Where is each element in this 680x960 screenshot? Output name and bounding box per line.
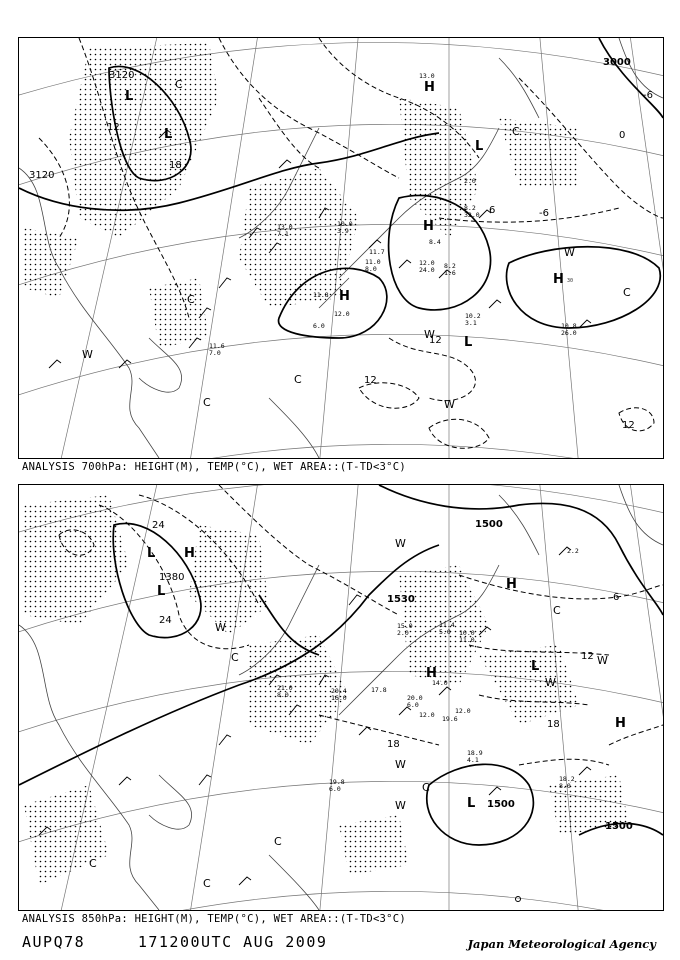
station-value: 8.0 <box>559 782 571 790</box>
station-value: 12.0 <box>455 707 471 715</box>
low-center: L <box>475 139 484 154</box>
contour-label: 24 <box>159 615 172 626</box>
map-850hpa <box>19 485 663 910</box>
station-value: 8.0 <box>277 691 289 699</box>
station-value: 7.1 <box>277 230 289 238</box>
cold-center: C <box>623 286 631 299</box>
station-value: 4.1 <box>467 756 479 764</box>
station-value: 2.2 <box>567 547 579 555</box>
chart-footer <box>22 933 327 951</box>
warm-center: W <box>564 246 575 259</box>
contour-label: -6 <box>643 90 653 101</box>
map-panel-700hpa <box>18 37 664 459</box>
caption-700hpa: ANALYSIS 700hPa: HEIGHT(M), TEMP(°C), WET AREA::(T-TD<3°C) <box>22 461 407 473</box>
cold-center: C <box>187 293 195 306</box>
warm-center: W <box>395 799 406 812</box>
cold-center: C <box>512 125 520 138</box>
warm-center: W <box>395 537 406 550</box>
contour-label: 12 <box>622 420 635 431</box>
station-value: 10.0 <box>459 629 475 637</box>
high-center: H <box>553 272 564 287</box>
station-value: 1.6 <box>444 269 456 277</box>
station-value: 3.9 <box>337 227 349 235</box>
map-700hpa <box>19 38 663 458</box>
cold-center: C <box>89 857 97 870</box>
cold-center: C <box>294 373 302 386</box>
station-value: 20.0 <box>407 694 423 702</box>
station-value: 6.0 <box>313 322 325 330</box>
station-value: 11.8 <box>313 291 329 299</box>
station-value: 6.0 <box>407 701 419 709</box>
station-value: 19.6 <box>442 715 458 723</box>
station-value: 6.0 <box>329 785 341 793</box>
station-value: 2.0 <box>397 629 409 637</box>
station-value: 15.0 <box>397 622 413 630</box>
station-value: 11.0 <box>459 636 475 644</box>
station-value: 21.0 <box>277 684 293 692</box>
caption-850hpa: ANALYSIS 850hPa: HEIGHT(M), TEMP(°C), WET AREA::(T-TD<3°C) <box>22 913 407 925</box>
station-value: 10.8 <box>561 322 577 330</box>
station-value: 8.2 <box>464 204 476 212</box>
warm-center: W <box>444 398 455 411</box>
contour-label: 6 <box>489 205 496 216</box>
high-center: H <box>424 80 435 95</box>
station-value: 17.8 <box>371 686 387 694</box>
station-value: 20.4 <box>331 687 347 695</box>
station-value: 19.8 <box>329 778 345 786</box>
contour-label: 18 <box>547 719 560 730</box>
contour-label: 18 <box>387 739 400 750</box>
station-value: 11.6 <box>209 342 225 350</box>
high-center: H <box>506 577 517 592</box>
station-value: 12.0 <box>419 711 435 719</box>
low-center: L <box>531 659 540 674</box>
contour-label: 12 <box>364 375 377 386</box>
contour-label: 1500 <box>475 519 503 530</box>
contour-label: 18 <box>169 160 182 171</box>
cold-center: C <box>231 651 239 664</box>
high-center: H <box>184 546 195 561</box>
station-value: 8.2 <box>444 262 456 270</box>
cold-center: C <box>175 78 183 91</box>
station-value: 11.4 <box>439 621 455 629</box>
low-center: L <box>464 335 473 350</box>
contour-label: 3120 <box>109 70 135 81</box>
contour-label: 1500 <box>605 821 633 832</box>
low-center: L <box>125 89 134 104</box>
station-value: 16.0 <box>331 694 347 702</box>
station-value: 13.0 <box>277 223 293 231</box>
high-center: H <box>339 289 350 304</box>
contour-label: 12 <box>429 335 442 346</box>
low-center: L <box>164 127 173 142</box>
station-value: 3.1 <box>465 319 477 327</box>
contour-label: 1380 <box>159 572 185 583</box>
warm-center: W <box>82 348 93 361</box>
contour-label: -6 <box>539 208 549 219</box>
station-value: 11.7 <box>369 248 385 256</box>
station-value: 18.9 <box>467 749 483 757</box>
station-value: 8.0 <box>365 265 377 273</box>
contour-label: 12 <box>107 122 120 133</box>
low-center: L <box>467 796 476 811</box>
map-panel-850hpa <box>18 484 664 911</box>
station-value: 5.0 <box>439 628 451 636</box>
warm-center: W <box>215 621 226 634</box>
contour-label: 0 <box>619 130 626 141</box>
station-value: 8.4 <box>429 238 441 246</box>
warm-center: W <box>597 654 608 667</box>
small-circle-marker <box>516 897 521 902</box>
station-value: 10.2 <box>465 312 481 320</box>
station-value: 10.0 <box>337 220 353 228</box>
warm-center: W <box>545 676 556 689</box>
contour-label: 3000 <box>603 57 631 68</box>
low-center: L <box>147 546 156 561</box>
high-center: H <box>426 666 437 681</box>
high-center: H <box>423 219 434 234</box>
station-value: 12.0 <box>419 259 435 267</box>
contour-label: 24 <box>152 520 165 531</box>
station-value: 14.0 <box>432 679 448 687</box>
contour-label: 1500 <box>487 799 515 810</box>
station-value: 2.0 <box>464 177 476 185</box>
contour-label: 12 <box>581 651 594 662</box>
station-value: 18.2 <box>559 775 575 783</box>
contour-label: 6 <box>613 592 620 603</box>
station-value: 24.0 <box>419 266 435 274</box>
cold-center: C <box>274 835 282 848</box>
station-value: 32.0 <box>464 211 480 219</box>
contour-label: 1530 <box>387 594 415 605</box>
high-center: H <box>615 716 626 731</box>
cold-center: C <box>203 396 211 409</box>
cold-center: C <box>422 781 430 794</box>
agency-name: Japan Meteorological Agency <box>467 937 656 951</box>
station-value: 11.0 <box>365 258 381 266</box>
station-value: 26.0 <box>561 329 577 337</box>
wet-areas-700 <box>24 43 579 348</box>
station-value: 13.0 <box>419 72 435 80</box>
station-value: 12.0 <box>334 310 350 318</box>
warm-center: W <box>395 758 406 771</box>
warm-center: W <box>424 328 435 341</box>
low-center: L <box>157 584 166 599</box>
station-value: 7.0 <box>209 349 221 357</box>
cold-center: C <box>553 604 561 617</box>
chart-id: AUPQ78 <box>22 933 86 951</box>
pressure-value-tiny: 30 <box>567 278 574 284</box>
contour-label: 3120 <box>29 170 55 181</box>
valid-time: 171200UTC AUG 2009 <box>137 933 328 951</box>
cold-center: C <box>203 877 211 890</box>
